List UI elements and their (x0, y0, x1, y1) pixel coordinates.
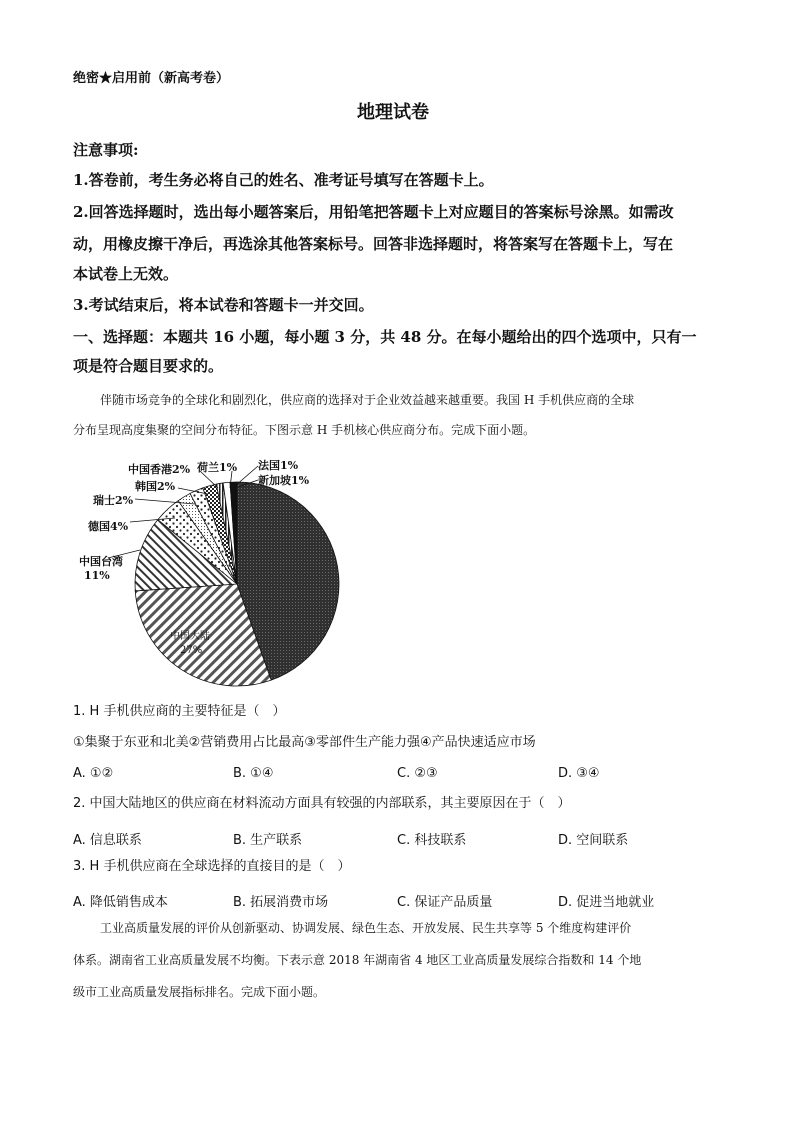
notes-item-3: 3.考试结束后，将本试卷和答题卡一并交回。 (73, 296, 374, 314)
callout-hong-kong: 中国香港2% (128, 463, 191, 476)
q1-option-a[interactable]: A. ①② (73, 766, 114, 781)
passage-2-line-3: 级市工业高质量发展指标排名。完成下面小题。 (73, 985, 326, 999)
q1-option-d[interactable]: D. ③④ (558, 766, 600, 781)
notes-item-1: 1.答卷前，考生务必将自己的姓名、准考证号填写在答题卡上。 (73, 171, 494, 189)
q3-stem: 3. H 手机供应商在全球选择的直接目的是（ ） (73, 859, 351, 874)
passage-2-line-2: 体系。湖南省工业高质量发展不均衡。下表示意 2018 年湖南省 4 地区工业高质量发展综合指数和 14 个地 (73, 953, 642, 967)
section-1-line-2: 项是符合题目要求的。 (73, 357, 224, 375)
callout-germany: 德国4% (88, 520, 129, 533)
notes-item-2-line-1: 2.回答选择题时，选出每小题答案后，用铅笔把答题卡上对应题目的答案标号涂黑。如需改 (73, 203, 674, 221)
notes-item-2-line-2: 动，用橡皮擦干净后，再选涂其他答案标号。回答非选择题时，将答案写在答题卡上，写在 (73, 235, 674, 253)
q1-option-b[interactable]: B. ①④ (233, 766, 274, 781)
slice-label-mainland-value: 27% (180, 645, 203, 656)
q1-stem: 1. H 手机供应商的主要特征是（ ） (73, 704, 286, 719)
q1-statements: ①集聚于东亚和北美②营销费用占比最高③零部件生产能力强④产品快速适应市场 (73, 735, 536, 750)
q2-option-d[interactable]: D. 空间联系 (558, 833, 629, 848)
slice-label-mainland-name: 中国大陆 (170, 631, 210, 642)
supplier-pie-chart (0, 448, 400, 700)
notes-item-2-line-3: 本试卷上无效。 (73, 265, 179, 283)
q2-option-b[interactable]: B. 生产联系 (233, 833, 303, 848)
q3-option-b[interactable]: B. 拓展消费市场 (233, 895, 329, 910)
callout-netherlands: 荷兰1% (197, 461, 238, 474)
callout-switzerland: 瑞士2% (93, 494, 134, 507)
callout-france: 法国1% (258, 459, 299, 472)
notes-heading: 注意事项: (73, 141, 139, 159)
q2-stem: 2. 中国大陆地区的供应商在材料流动方面具有较强的内部联系，其主要原因在于（ ） (73, 796, 571, 811)
q2-option-c[interactable]: C. 科技联系 (397, 833, 467, 848)
callout-singapore: 新加坡1% (258, 474, 310, 487)
passage-1-line-2: 分布呈现高度集聚的空间分布特征。下图示意 H 手机核心供应商分布。完成下面小题。 (73, 423, 536, 437)
passage-2-line-1: 工业高质量发展的评价从创新驱动、协调发展、绿色生态、开放发展、民生共享等 5 个维度构建评价 (100, 921, 632, 935)
secrecy-label: 绝密★启用前（新高考卷） (73, 71, 230, 86)
q1-option-c[interactable]: C. ②③ (397, 766, 438, 781)
exam-title: 地理试卷 (357, 102, 429, 123)
q3-option-c[interactable]: C. 保证产品质量 (397, 895, 493, 910)
q3-option-a[interactable]: A. 降低销售成本 (73, 895, 168, 910)
q2-option-a[interactable]: A. 信息联系 (73, 833, 142, 848)
callout-taiwan-name: 中国台湾 (79, 555, 123, 568)
callout-korea: 韩国2% (135, 480, 176, 493)
q3-option-d[interactable]: D. 促进当地就业 (558, 895, 655, 910)
callout-taiwan-value: 11% (84, 569, 110, 582)
passage-1-line-1: 伴随市场竞争的全球化和剧烈化，供应商的选择对于企业效益越来越重要。我国 H 手机供应商的全球 (100, 393, 635, 407)
section-1-line-1: 一、选择题：本题共 16 小题，每小题 3 分，共 48 分。在每小题给出的四个选项中，只有一 (73, 328, 697, 346)
